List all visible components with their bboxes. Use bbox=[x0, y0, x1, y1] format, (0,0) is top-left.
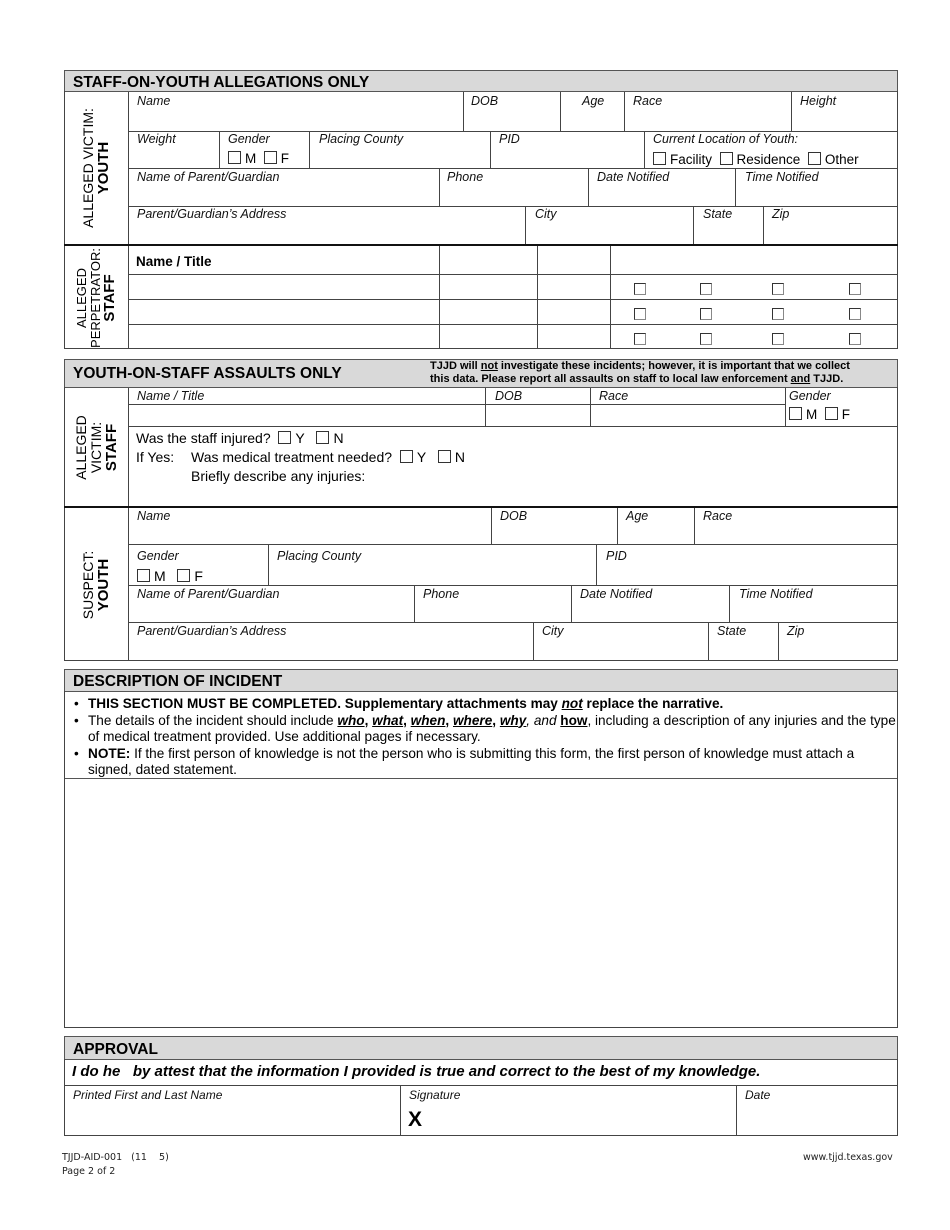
suspect-phone-field[interactable]: Phone bbox=[423, 587, 460, 601]
notice-text: TJJD will bbox=[430, 360, 481, 372]
medical-no-checkbox[interactable] bbox=[438, 450, 451, 463]
alleged-perpetrator-staff-side-label bbox=[64, 246, 128, 349]
divider bbox=[588, 168, 589, 206]
divider bbox=[490, 131, 491, 169]
victim-address-field[interactable]: Parent/Guardian’s Address bbox=[137, 207, 287, 221]
perpetrator-name-input[interactable] bbox=[129, 325, 438, 349]
perpetrator-checkbox[interactable] bbox=[700, 308, 712, 320]
suspect-gender-label: Gender bbox=[137, 549, 179, 563]
divider bbox=[219, 131, 220, 169]
suspect-name-field[interactable]: Name bbox=[137, 509, 171, 523]
divider bbox=[128, 622, 898, 623]
youth-on-staff-section bbox=[64, 387, 898, 661]
victim-placing-county-field[interactable]: Placing County bbox=[319, 132, 404, 146]
location-other-checkbox[interactable] bbox=[808, 152, 821, 165]
suspect-zip-field[interactable]: Zip bbox=[787, 624, 805, 638]
approval-header bbox=[64, 1036, 898, 1060]
option-label: F bbox=[841, 407, 851, 422]
staff-victim-race-label: Race bbox=[599, 389, 629, 403]
divider bbox=[128, 168, 898, 169]
perpetrator-checkbox[interactable] bbox=[772, 333, 784, 345]
instruction-text: , including a description of any injuries and the type of medical treatment provided. Use additional pages if necessary. bbox=[88, 712, 896, 744]
suspect-time-notified-field[interactable]: Time Notified bbox=[739, 587, 813, 601]
victim-age-field[interactable]: Age bbox=[582, 94, 605, 108]
medical-treatment-question bbox=[191, 449, 465, 465]
staff-victim-name-title-label: Name / Title bbox=[137, 389, 205, 403]
suspect-dob-field[interactable]: DOB bbox=[500, 509, 528, 523]
side-label-line: ALLEGED bbox=[74, 267, 89, 328]
gender-f-checkbox[interactable] bbox=[825, 407, 838, 420]
suspect-city-field[interactable]: City bbox=[542, 624, 564, 638]
printed-name-label: Printed First and Last Name bbox=[73, 1088, 223, 1102]
notice-emphasis: not bbox=[480, 360, 498, 372]
alleged-victim-youth-side-label bbox=[64, 92, 128, 244]
divider bbox=[624, 92, 625, 132]
option-label: F bbox=[280, 151, 290, 166]
staff-injured-question bbox=[136, 430, 344, 446]
instruction-text: THIS SECTION MUST BE COMPLETED. Supplementary attachments may bbox=[88, 696, 562, 711]
victim-weight-field[interactable]: Weight bbox=[137, 132, 176, 146]
perpetrator-checkbox[interactable] bbox=[700, 283, 712, 295]
printed-name-input[interactable] bbox=[66, 1102, 398, 1134]
gender-f-checkbox[interactable] bbox=[264, 151, 277, 164]
option-label: M bbox=[245, 151, 257, 166]
side-label-line: VICTIM: bbox=[87, 421, 104, 473]
description-header bbox=[64, 669, 898, 692]
side-label-strong: STAFF bbox=[102, 423, 120, 471]
instruction-emphasis: why bbox=[499, 712, 527, 728]
instruction-emphasis: NOTE: bbox=[88, 745, 131, 761]
divider bbox=[694, 508, 695, 545]
option-label: M bbox=[806, 407, 818, 422]
option-label: Other bbox=[824, 152, 859, 167]
perpetrator-checkbox[interactable] bbox=[772, 283, 784, 295]
side-label-line: SUSPECT: bbox=[80, 550, 96, 619]
divider bbox=[785, 388, 786, 426]
medical-yes-checkbox[interactable] bbox=[400, 450, 413, 463]
instruction-text: replace the narrative. bbox=[582, 696, 724, 711]
option-label: Facility bbox=[670, 152, 713, 167]
option-label: Y bbox=[295, 430, 305, 446]
victim-dob-field[interactable]: DOB bbox=[471, 94, 499, 108]
page-number: Page 2 of 2 bbox=[62, 1166, 116, 1177]
victim-phone-field[interactable]: Phone bbox=[447, 170, 484, 184]
divider bbox=[763, 206, 764, 244]
victim-parent-name-field[interactable]: Name of Parent/Guardian bbox=[137, 170, 280, 184]
staff-victim-race-input[interactable] bbox=[591, 405, 784, 426]
divider bbox=[128, 388, 129, 661]
injured-yes-checkbox[interactable] bbox=[278, 431, 291, 444]
divider bbox=[414, 585, 415, 622]
attestation-statement: I do he by attest that the information I provided is true and correct to the best of my knowledge. bbox=[72, 1063, 761, 1080]
youth-on-staff-notice bbox=[430, 360, 850, 386]
victim-state-field[interactable]: State bbox=[703, 207, 733, 221]
victim-zip-field[interactable]: Zip bbox=[772, 207, 790, 221]
side-label-strong: YOUTH bbox=[95, 558, 112, 611]
divider bbox=[617, 508, 618, 545]
perpetrator-name-input[interactable] bbox=[129, 275, 438, 299]
suspect-parent-name-field[interactable]: Name of Parent/Guardian bbox=[137, 587, 280, 601]
divider bbox=[64, 244, 898, 246]
divider bbox=[533, 622, 534, 661]
instruction-emphasis: what bbox=[372, 712, 404, 728]
side-label-line: PERPETRATOR: bbox=[88, 247, 103, 348]
suspect-youth-side-label bbox=[64, 508, 128, 661]
gender-m-checkbox[interactable] bbox=[228, 151, 241, 164]
date-label: Date bbox=[745, 1088, 771, 1102]
side-label-line: ALLEGED bbox=[72, 414, 89, 480]
suspect-race-field[interactable]: Race bbox=[703, 509, 733, 523]
current-location-options bbox=[653, 152, 859, 167]
divider bbox=[571, 585, 572, 622]
instruction-emphasis: not bbox=[561, 696, 583, 711]
option-label: M bbox=[154, 568, 166, 584]
incident-narrative-textarea[interactable] bbox=[66, 780, 896, 1026]
instruction-text: The details of the incident should include bbox=[88, 712, 338, 728]
divider bbox=[463, 92, 464, 132]
signature-input[interactable] bbox=[430, 1102, 733, 1134]
perpetrator-checkbox[interactable] bbox=[634, 283, 646, 295]
option-label: N bbox=[333, 430, 344, 446]
divider bbox=[693, 206, 694, 244]
suspect-address-field[interactable]: Parent/Guardian’s Address bbox=[137, 624, 287, 638]
perpetrator-checkbox[interactable] bbox=[849, 308, 861, 320]
divider bbox=[644, 131, 645, 169]
gender-f-checkbox[interactable] bbox=[177, 569, 190, 582]
victim-date-notified-field[interactable]: Date Notified bbox=[597, 170, 670, 184]
divider bbox=[309, 131, 310, 169]
instruction-item bbox=[88, 746, 900, 779]
suspect-state-field[interactable]: State bbox=[717, 624, 747, 638]
perpetrator-checkbox[interactable] bbox=[700, 333, 712, 345]
staff-on-youth-header bbox=[64, 70, 898, 92]
perpetrator-name-input[interactable] bbox=[129, 300, 438, 324]
divider bbox=[736, 1085, 737, 1136]
divider bbox=[400, 1085, 401, 1136]
form-id: TJJD-AID-001 (11 5) bbox=[62, 1152, 169, 1163]
website-url: www.tjjd.texas.gov bbox=[803, 1152, 893, 1163]
divider bbox=[537, 246, 538, 349]
divider bbox=[610, 246, 611, 349]
section-title: APPROVAL bbox=[73, 1041, 158, 1058]
perpetrator-checkbox[interactable] bbox=[772, 308, 784, 320]
date-input[interactable] bbox=[738, 1102, 896, 1134]
perpetrator-checkbox[interactable] bbox=[849, 283, 861, 295]
perpetrator-name-title-header: Name / Title bbox=[136, 254, 212, 269]
victim-gender-options bbox=[228, 151, 289, 166]
notice-emphasis: and bbox=[790, 373, 811, 385]
divider bbox=[596, 544, 597, 585]
section-title: YOUTH-ON-STAFF ASSAULTS ONLY bbox=[73, 365, 342, 382]
victim-time-notified-field[interactable]: Time Notified bbox=[745, 170, 819, 184]
option-label: N bbox=[454, 449, 465, 465]
divider bbox=[64, 506, 898, 508]
describe-injuries-label: Briefly describe any injuries: bbox=[191, 468, 366, 484]
if-yes-label: If Yes: bbox=[136, 449, 175, 465]
instruction-text: , and bbox=[526, 712, 561, 728]
divider bbox=[64, 1085, 898, 1086]
question-text: Was the staff injured? bbox=[136, 430, 271, 446]
perpetrator-checkbox[interactable] bbox=[634, 308, 646, 320]
describe-injuries-input[interactable] bbox=[130, 485, 896, 505]
victim-gender-label: Gender bbox=[228, 132, 270, 146]
notice-text: this data. Please report all assaults on staff to local law enforcement bbox=[430, 373, 791, 385]
suspect-date-notified-field[interactable]: Date Notified bbox=[580, 587, 653, 601]
victim-race-field[interactable]: Race bbox=[633, 94, 663, 108]
perpetrator-checkbox[interactable] bbox=[634, 333, 646, 345]
divider bbox=[128, 544, 898, 545]
instruction-item bbox=[88, 696, 900, 713]
suspect-pid-field[interactable]: PID bbox=[606, 549, 627, 563]
divider bbox=[268, 544, 269, 585]
side-label-strong: STAFF bbox=[101, 273, 118, 322]
description-instructions bbox=[68, 696, 900, 779]
notice-text: TJJD. bbox=[810, 373, 844, 385]
signature-label: Signature bbox=[409, 1088, 461, 1102]
section-title: STAFF-ON-YOUTH ALLEGATIONS ONLY bbox=[73, 74, 370, 91]
current-location-label: Current Location of Youth: bbox=[653, 132, 799, 146]
staff-victim-dob-label: DOB bbox=[495, 389, 523, 403]
option-label: Residence bbox=[736, 152, 801, 167]
location-residence-checkbox[interactable] bbox=[720, 152, 733, 165]
divider bbox=[439, 168, 440, 206]
divider bbox=[439, 246, 440, 349]
instruction-emphasis: who bbox=[337, 712, 365, 728]
staff-victim-gender-label: Gender bbox=[789, 389, 831, 403]
divider bbox=[128, 585, 898, 586]
question-text: Was medical treatment needed? bbox=[191, 449, 393, 465]
divider bbox=[128, 426, 898, 427]
divider bbox=[708, 622, 709, 661]
suspect-gender-options bbox=[137, 568, 203, 584]
divider bbox=[791, 92, 792, 132]
instruction-emphasis: how bbox=[560, 712, 588, 728]
instruction-emphasis: when bbox=[410, 712, 446, 728]
instruction-text: If the first person of knowledge is not the person who is submitting this form, the first person of knowledge must attach a signed, dated statement. bbox=[88, 745, 855, 777]
side-label-strong: YOUTH bbox=[95, 141, 112, 195]
instruction-item: • The details of the incident should include who, what, when, where, why, and how, including a description of any injuries and the type of medical treatment provided. Use additional pages if necessary. bbox=[88, 713, 900, 746]
perpetrator-checkbox[interactable] bbox=[849, 333, 861, 345]
divider bbox=[729, 585, 730, 622]
divider bbox=[560, 92, 561, 132]
signature-x-mark: X bbox=[408, 1108, 423, 1131]
divider bbox=[778, 622, 779, 661]
divider bbox=[525, 206, 526, 244]
option-label: F bbox=[194, 568, 203, 584]
victim-name-field[interactable]: Name bbox=[137, 94, 171, 108]
notice-text: investigate these incidents; however, it is important that we collect bbox=[497, 360, 850, 372]
suspect-age-field[interactable]: Age bbox=[626, 509, 649, 523]
gender-m-checkbox[interactable] bbox=[789, 407, 802, 420]
section-title: DESCRIPTION OF INCIDENT bbox=[73, 673, 283, 690]
divider bbox=[735, 168, 736, 206]
staff-victim-dob-input[interactable] bbox=[486, 405, 590, 426]
victim-height-field[interactable]: Height bbox=[800, 94, 837, 108]
location-facility-checkbox[interactable] bbox=[653, 152, 666, 165]
divider bbox=[65, 778, 897, 779]
victim-pid-field[interactable]: PID bbox=[499, 132, 520, 146]
suspect-placing-county-field[interactable]: Placing County bbox=[277, 549, 362, 563]
staff-victim-gender-options bbox=[789, 407, 850, 422]
alleged-victim-staff-side-label bbox=[64, 388, 128, 506]
option-label: Y bbox=[416, 449, 427, 465]
injured-no-checkbox[interactable] bbox=[316, 431, 329, 444]
gender-m-checkbox[interactable] bbox=[137, 569, 150, 582]
divider bbox=[491, 508, 492, 545]
instruction-emphasis: where bbox=[452, 712, 493, 728]
staff-victim-name-title-input[interactable] bbox=[129, 405, 484, 426]
victim-city-field[interactable]: City bbox=[535, 207, 557, 221]
side-label-line: ALLEGED VICTIM: bbox=[80, 108, 96, 228]
